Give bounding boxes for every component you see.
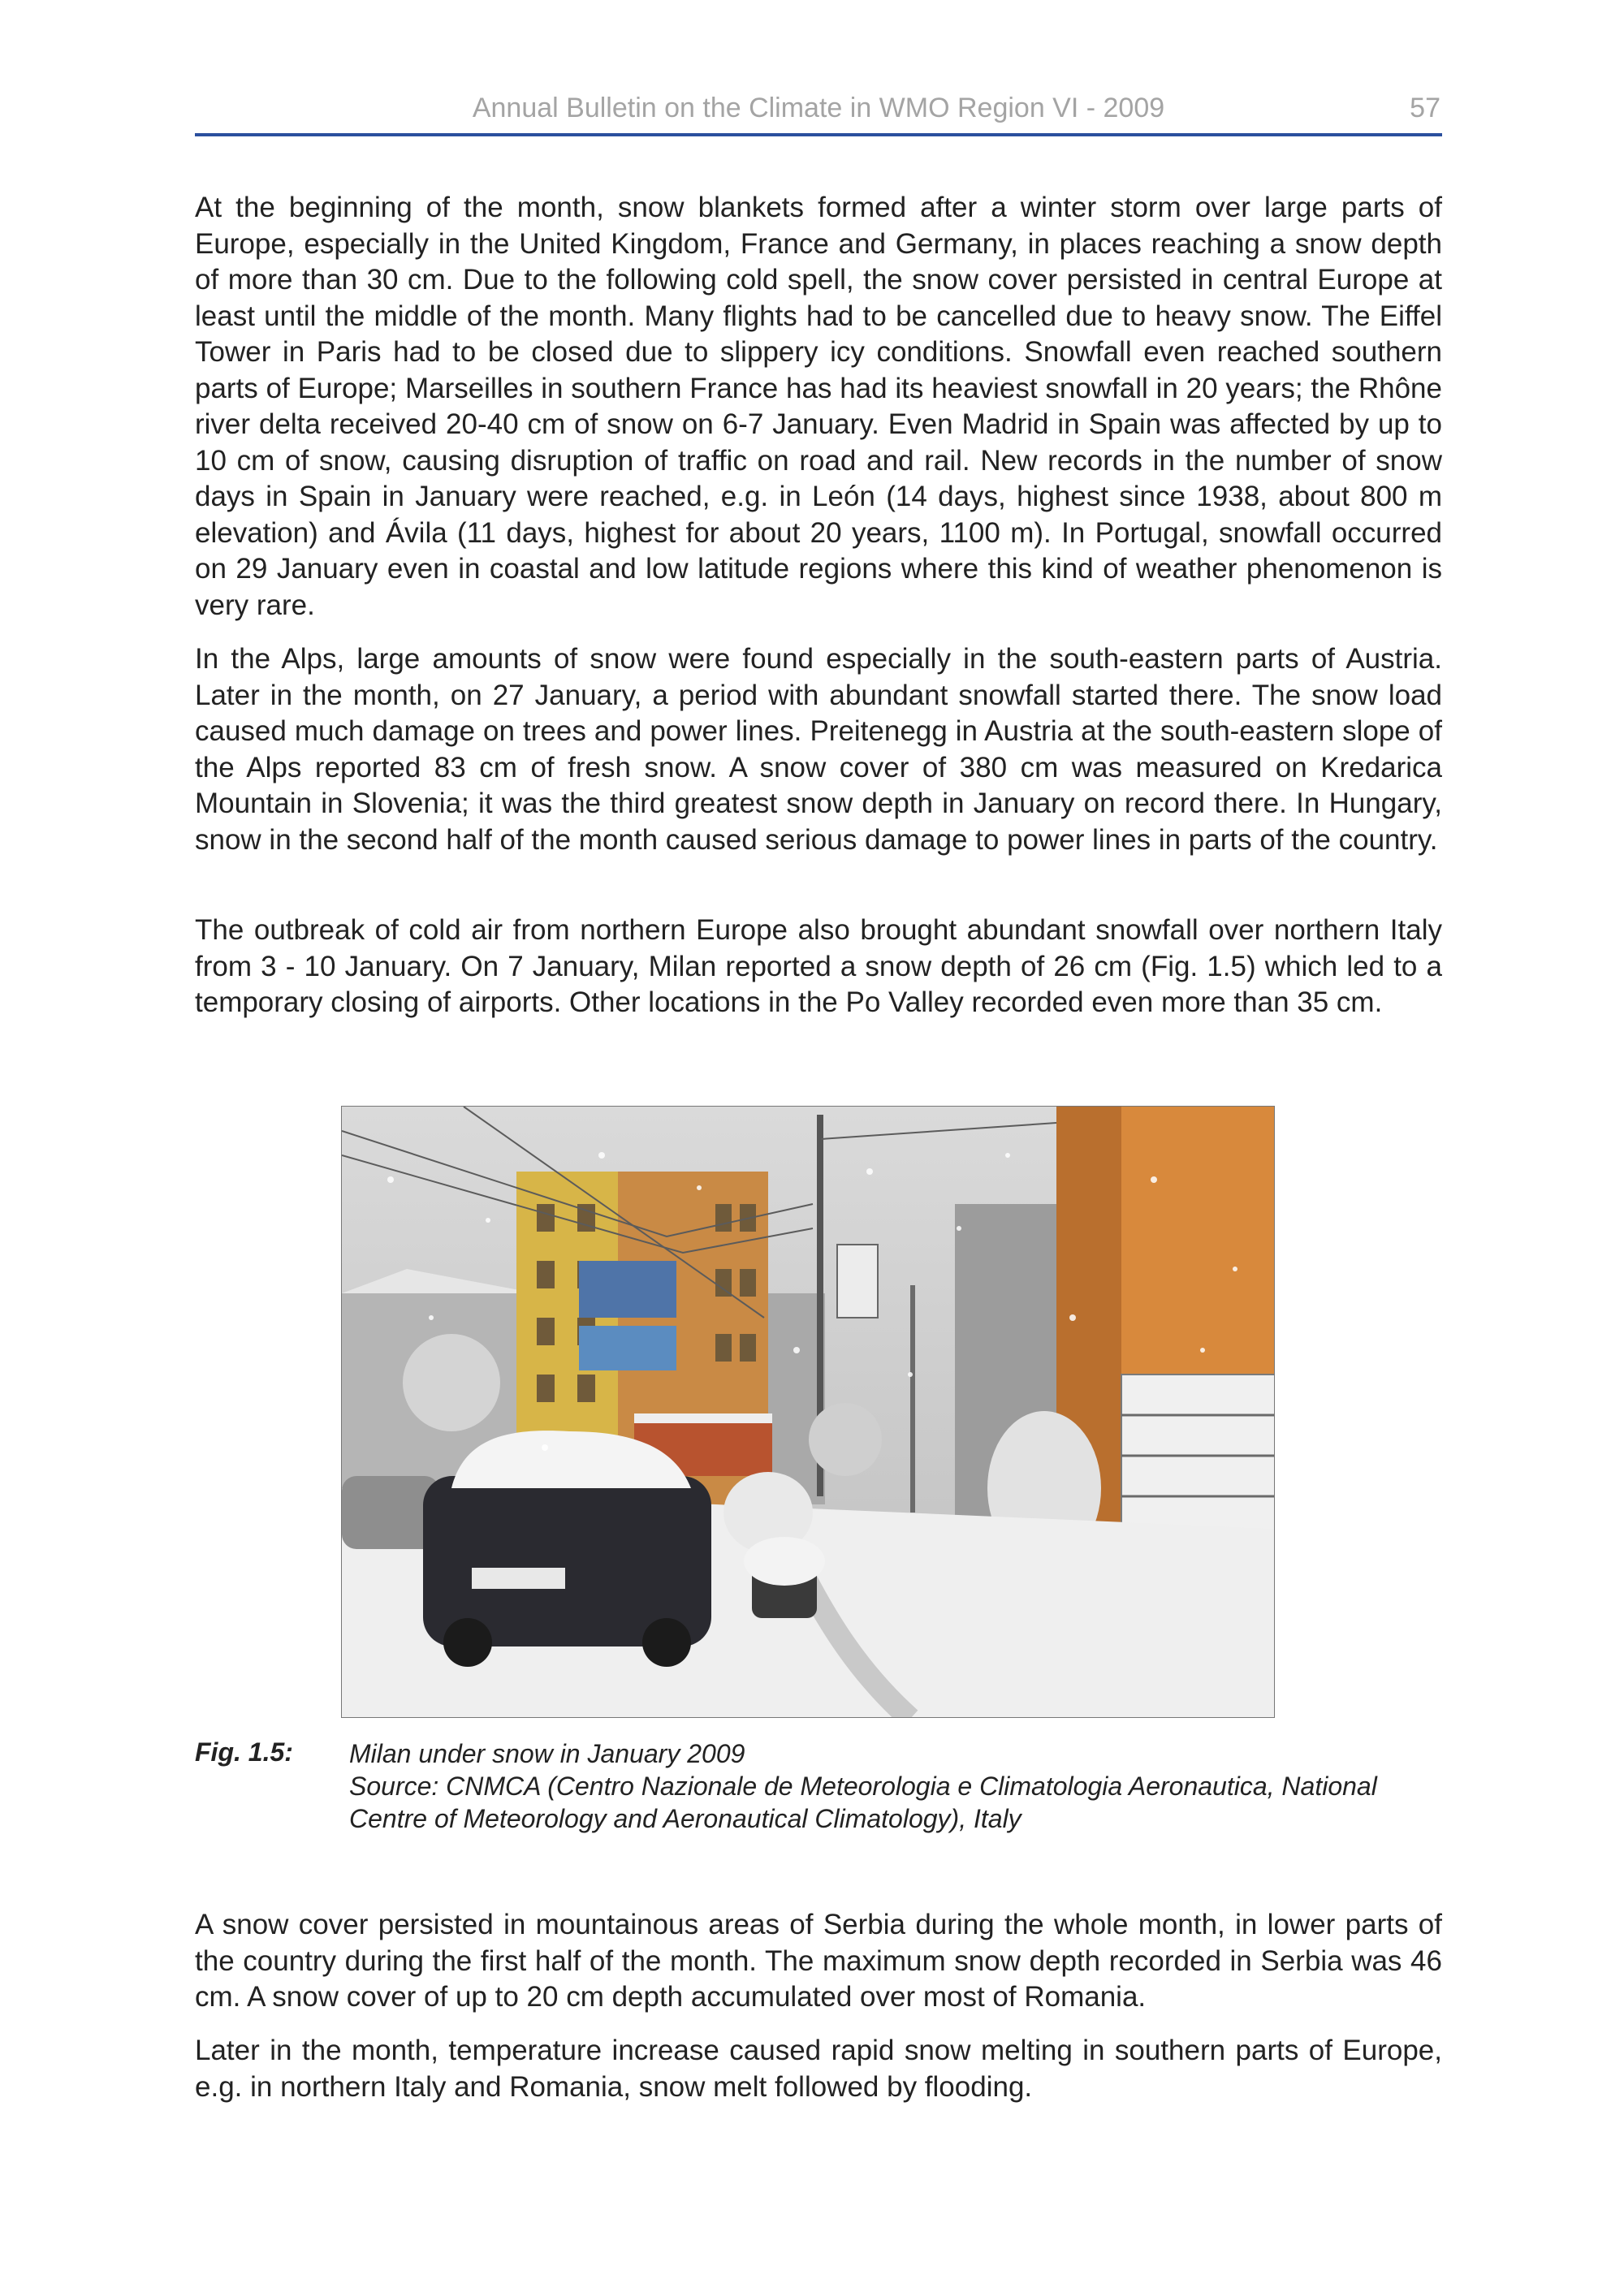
snowy-tree-center (809, 1403, 882, 1476)
page-number: 57 (1410, 93, 1440, 123)
paragraph-snow-europe: At the beginning of the month, snow blankets formed after a winter storm over large parts of Europe, especially in the United Kingdom, France and Germany, in places reaching a snow depth of more than 30 cm. Due to the following cold spell, the snow cover persisted in central Europe at least until the middle of the month. Many flights had to be cancelled due to heavy snow. The Eiffel Tower in Paris had to be closed due to slippery icy conditions. Snowfall even reached southern parts of Europe; Marseilles in southern France has had its heaviest snowfall in 20 years; the Rhône river delta received 20-40 cm of snow on 6-7 January. Even Madrid in Spain was affected by up to 10 cm of snow, causing disruption of traffic on road and rail. New records in the number of snow days in Spain in January were reached, e.g. in León (14 days, highest since 1938, about 800 m elevation) and Ávila (11 days, highest for about 20 years, 1100 m). In Portugal, snowfall occurred on 29 January even in coastal and low latitude regions where this kind of weather phenomenon is very rare. (195, 192, 1442, 621)
paragraph-serbia-romania: A snow cover persisted in mountainous areas of Serbia during the whole month, in lower parts of the country during the first half of the month. The maximum snow depth recorded in Serbia was 46 cm. A snow cover of up to 20 cm depth accumulated over most of Romania. (195, 1909, 1442, 2013)
billboard-lower (579, 1326, 676, 1370)
figure-label: Fig. 1.5: (195, 1737, 293, 1767)
car-wheel-left (443, 1618, 492, 1667)
figure-milan-snow-photo (341, 1106, 1275, 1718)
street-sign (837, 1245, 878, 1318)
scooter-snow (744, 1537, 825, 1586)
header-title: Annual Bulletin on the Climate in WMO Region VI - 2009 (472, 93, 1165, 123)
car-wheel-right (642, 1618, 691, 1667)
bus-roof-snow (634, 1413, 772, 1423)
lamp-post (910, 1285, 915, 1513)
snowy-tree-left (403, 1334, 500, 1431)
caption-title: Milan under snow in January 2009 (349, 1739, 745, 1768)
milan-street-illustration (342, 1107, 1275, 1718)
paragraph-snow-melt: Later in the month, temperature increase caused rapid snow melting in southern parts of Europe, e.g. in northern Italy and Romania, snow melt followed by flooding. (195, 2035, 1442, 2103)
license-plate (472, 1568, 565, 1589)
paragraph-italy: The outbreak of cold air from northern Europe also brought abundant snowfall over northern Italy from 3 - 10 January. On 7 January, Milan reported a snow depth of 26 cm (Fig. 1.5) which led to a temporary closing of airports. Other locations in the Po Valley recorded even more than 35 cm. (195, 914, 1442, 1018)
running-header (195, 88, 1442, 136)
billboard-upper (579, 1261, 676, 1318)
caption-source-line-1: Source: CNMCA (Centro Nazionale de Meteorologia e Climatologia Aeronautica, National (349, 1772, 1377, 1801)
caption-source-line-2: Centre of Meteorology and Aeronautical Climatology), Italy (349, 1804, 1021, 1833)
paragraph-alps: In the Alps, large amounts of snow were found especially in the south-eastern parts of Austria. Later in the month, on 27 January, a period with abundant snowfall started there. The snow load caused much damage on trees and power lines. Preitenegg in Austria at the south-eastern slope of the Alps reported 83 cm of fresh snow. A snow cover of 380 cm was measured on Kredarica Mountain in Slovenia; it was the third greatest snow depth in January on record there. In Hungary, snow in the second half of the month caused serious damage to power lines in parts of the country. (195, 643, 1442, 856)
figure-caption (349, 1737, 1442, 1835)
